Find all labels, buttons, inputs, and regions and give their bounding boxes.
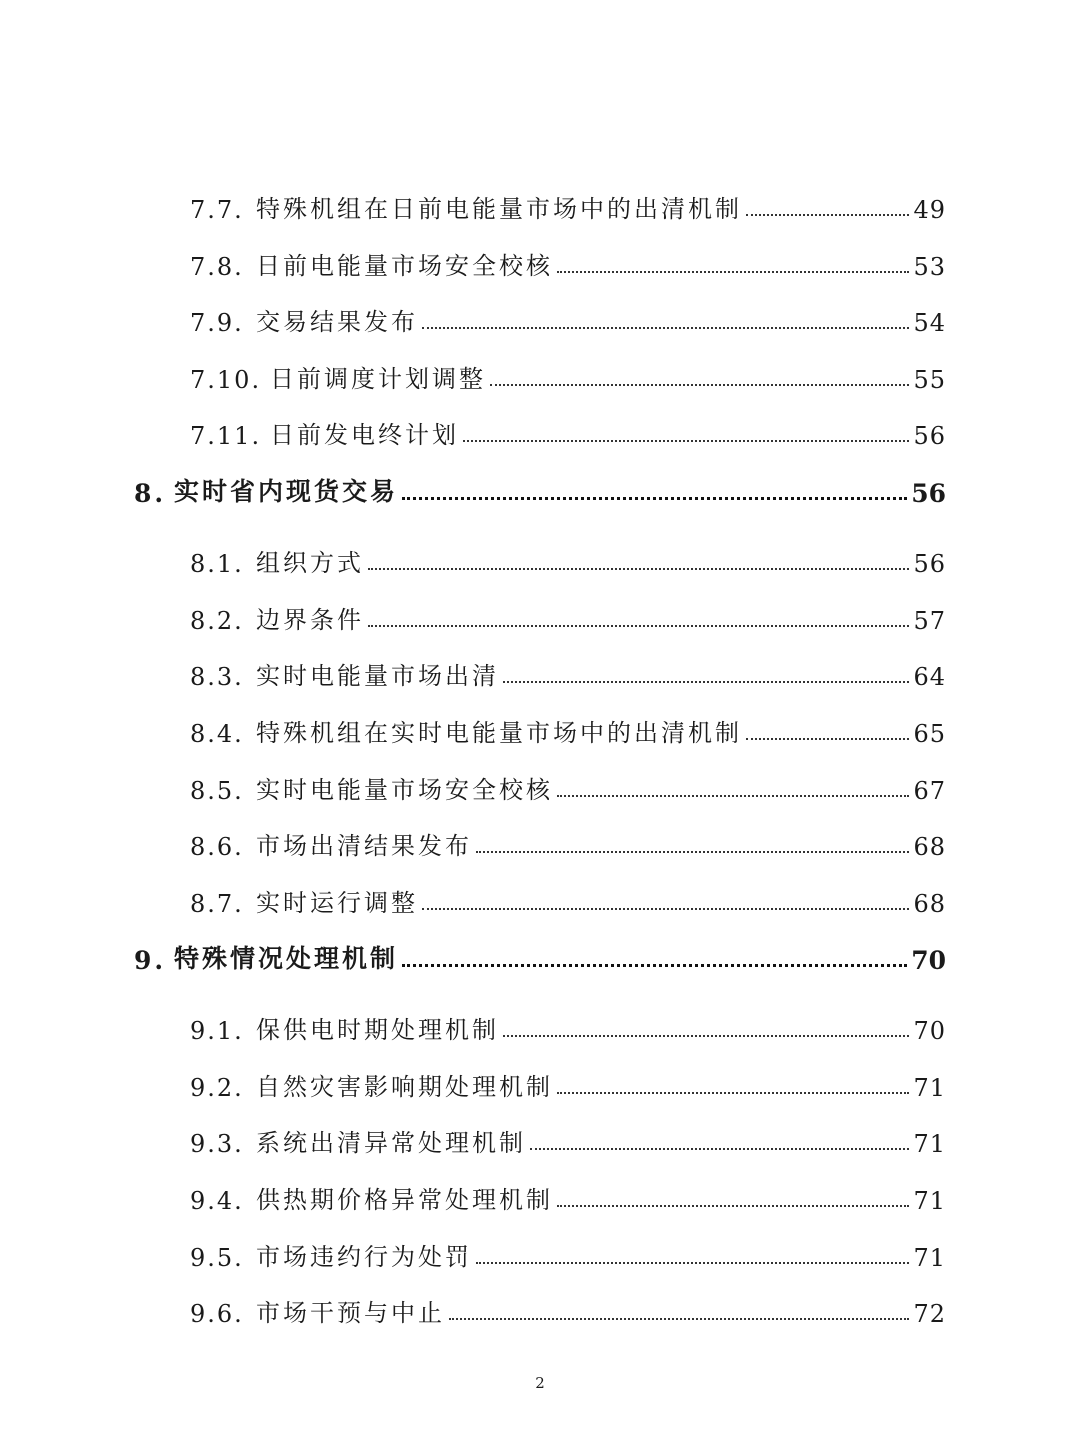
- toc-entry-page: 71: [913, 1187, 946, 1215]
- toc-entry-9-1[interactable]: [0, 1005, 1080, 1045]
- dot-leader: [402, 964, 907, 967]
- toc-entry-page: 64: [913, 663, 946, 691]
- toc-chapter-number: 8.: [134, 479, 167, 508]
- toc-entry-number: 8.7.: [190, 890, 244, 918]
- dot-leader: [368, 625, 909, 627]
- toc-entry-number: 7.10.: [190, 366, 262, 394]
- dot-leader: [530, 1148, 909, 1150]
- toc-entry-page: 53: [913, 253, 946, 281]
- toc-entry-page: 57: [913, 607, 946, 635]
- toc-entry-number: 7.9.: [190, 309, 244, 337]
- dot-leader: [746, 738, 909, 740]
- toc-entry-number: 8.5.: [190, 777, 244, 805]
- dot-leader: [476, 1262, 909, 1264]
- toc-entry-8-5[interactable]: [0, 765, 1080, 805]
- toc-entry-title: 市场干预与中止: [256, 1299, 445, 1327]
- toc-entry-9-5[interactable]: [0, 1232, 1080, 1272]
- toc-entry-page: 70: [913, 1017, 946, 1045]
- dot-leader: [746, 214, 909, 216]
- toc-entry-page: 56: [913, 422, 946, 450]
- toc-chapter-title: 特殊情况处理机制: [174, 944, 399, 973]
- toc-entry-7-7[interactable]: [0, 184, 1080, 224]
- toc-entry-9-3[interactable]: [0, 1118, 1080, 1158]
- toc-entry-title: 系统出清异常处理机制: [256, 1129, 526, 1157]
- dot-leader: [449, 1318, 909, 1320]
- toc-entry-9-6[interactable]: [0, 1288, 1080, 1328]
- toc-entry-8-2[interactable]: [0, 595, 1080, 635]
- dot-leader: [557, 795, 909, 797]
- toc-entry-7-8[interactable]: [0, 241, 1080, 281]
- dot-leader: [503, 1035, 909, 1037]
- dot-leader: [422, 908, 909, 910]
- toc-entry-title: 实时电能量市场安全校核: [256, 776, 553, 804]
- toc-entry-7-9[interactable]: [0, 297, 1080, 337]
- toc-entry-page: 55: [913, 366, 946, 394]
- toc-entry-page: 68: [913, 833, 946, 861]
- toc-chapter-8[interactable]: [0, 468, 1080, 508]
- toc-entry-8-3[interactable]: [0, 651, 1080, 691]
- toc-entry-number: 9.3.: [190, 1130, 244, 1158]
- toc-entry-number: 8.1.: [190, 550, 244, 578]
- toc-entry-page: 71: [913, 1074, 946, 1102]
- dot-leader: [422, 327, 909, 329]
- page-number: 2: [535, 1374, 545, 1392]
- toc-entry-page: 68: [913, 890, 946, 918]
- toc-entry-title: 特殊机组在日前电能量市场中的出清机制: [256, 195, 742, 223]
- toc-entry-8-1[interactable]: [0, 538, 1080, 578]
- toc-entry-title: 供热期价格异常处理机制: [256, 1186, 553, 1214]
- toc-entry-9-4[interactable]: [0, 1175, 1080, 1215]
- toc-entry-number: 9.5.: [190, 1244, 244, 1272]
- toc-entry-number: 8.3.: [190, 663, 244, 691]
- toc-entry-page: 65: [913, 720, 946, 748]
- toc-entry-number: 8.4.: [190, 720, 244, 748]
- toc-entry-title: 实时运行调整: [256, 889, 418, 917]
- toc-entry-number: 9.2.: [190, 1074, 244, 1102]
- toc-entry-title: 市场出清结果发布: [256, 832, 472, 860]
- dot-leader: [557, 1092, 909, 1094]
- dot-leader: [490, 384, 909, 386]
- toc-entry-title: 日前电能量市场安全校核: [256, 252, 553, 280]
- toc-entry-title: 特殊机组在实时电能量市场中的出清机制: [256, 719, 742, 747]
- toc-entry-7-10[interactable]: [0, 354, 1080, 394]
- toc-entry-title: 边界条件: [256, 606, 364, 634]
- toc-entry-title: 日前调度计划调整: [270, 365, 486, 393]
- dot-leader: [402, 497, 907, 500]
- toc-entry-page: 49: [913, 196, 946, 224]
- toc-entry-title: 自然灾害影响期处理机制: [256, 1073, 553, 1101]
- dot-leader: [503, 681, 909, 683]
- toc-entry-page: 56: [913, 550, 946, 578]
- toc-entry-title: 市场违约行为处罚: [256, 1243, 472, 1271]
- dot-leader: [557, 1205, 909, 1207]
- toc-entry-9-2[interactable]: [0, 1062, 1080, 1102]
- toc-entry-page: 54: [913, 309, 946, 337]
- toc-entry-title: 保供电时期处理机制: [256, 1016, 499, 1044]
- toc-entry-number: 9.6.: [190, 1300, 244, 1328]
- toc-entry-page: 71: [913, 1130, 946, 1158]
- toc-entry-8-6[interactable]: [0, 821, 1080, 861]
- toc-entry-number: 7.8.: [190, 253, 244, 281]
- toc-entry-number: 9.4.: [190, 1187, 244, 1215]
- toc-entry-7-11[interactable]: [0, 410, 1080, 450]
- toc-entry-page: 72: [913, 1300, 946, 1328]
- toc-entry-8-4[interactable]: [0, 708, 1080, 748]
- dot-leader: [368, 568, 909, 570]
- toc-entry-title: 组织方式: [256, 549, 364, 577]
- toc-entry-number: 9.1.: [190, 1017, 244, 1045]
- toc-entry-page: 71: [913, 1244, 946, 1272]
- dot-leader: [476, 851, 909, 853]
- toc-chapter-number: 9.: [134, 946, 167, 975]
- toc-entry-number: 8.2.: [190, 607, 244, 635]
- toc-entry-number: 8.6.: [190, 833, 244, 861]
- dot-leader: [463, 440, 909, 442]
- toc-entry-number: 7.11.: [190, 422, 262, 450]
- dot-leader: [557, 271, 909, 273]
- toc-entry-8-7[interactable]: [0, 878, 1080, 918]
- toc-chapter-title: 实时省内现货交易: [174, 477, 399, 506]
- toc-entry-title: 实时电能量市场出清: [256, 662, 499, 690]
- toc-entry-number: 7.7.: [190, 196, 244, 224]
- toc-chapter-9[interactable]: [0, 935, 1080, 975]
- toc-chapter-page: 56: [911, 479, 946, 508]
- toc-entry-title: 日前发电终计划: [270, 421, 459, 449]
- toc-entry-title: 交易结果发布: [256, 308, 418, 336]
- toc-chapter-page: 70: [911, 946, 946, 975]
- toc-entry-page: 67: [913, 777, 946, 805]
